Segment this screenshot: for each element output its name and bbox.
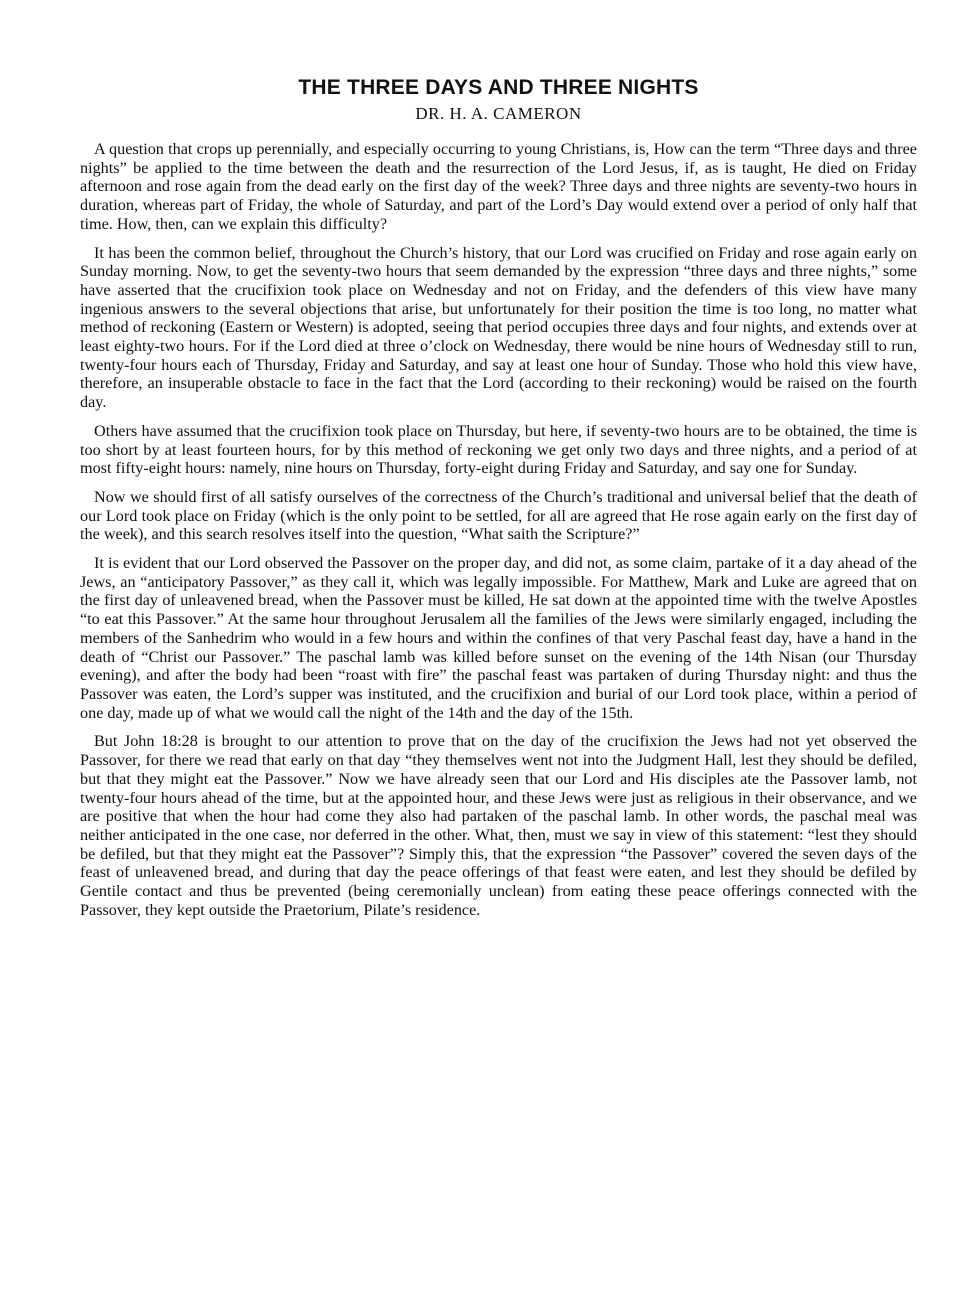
paragraph-4: Now we should first of all satisfy ourselves of the correctness of the Church’s traditional and universal belief that the death of our Lord took place on Friday (which is the only point to be settled, for all are agreed that He rose again early on the first day of the week), and this search resolves itself into the question, “What saith the Scripture?” — [80, 487, 917, 544]
paragraph-5: It is evident that our Lord observed the Passover on the proper day, and did not, as some claim, partake of it a day ahead of the Jews, an “anticipatory Passover,” as they call it, which was legally impossible. For Matthew, Mark and Luke are agreed that on the first day of unleavened bread, when the Passover must be killed, He sat down at the appointed time with the twelve Apostles “to eat this Passover.” At the same hour throughout Jerusalem all the families of the Jews were similarly engaged, including the members of the Sanhedrim who would in a few hours and within the confines of that very Paschal feast day, have a hand in the death of “Christ our Passover.” The paschal lamb was killed before sunset on the evening of the 14th Nisan (our Thursday evening), and after the body had been “roast with fire” the paschal feast was partaken of during Thursday night: and thus the Passover was eaten, the Lord’s supper was instituted, and the crucifixion and burial of our Lord took place, within a period of one day, made up of what we would call the night of the 14th and the day of the 15th. — [80, 554, 917, 722]
article-title: THE THREE DAYS AND THREE NIGHTS — [298, 76, 699, 99]
article-author: DR. H. A. CAMERON — [415, 104, 582, 123]
paragraph-6: But John 18:28 is brought to our attention to prove that on the day of the crucifixion the Jews had not yet observed the Passover, for there we read that early on that day “they themselves went not into the Judgment Hall, lest they should be defiled, but that they might eat the Passover.” Now we have already seen that our Lord and His disciples ate the Passover lamb, not twenty-four hours ahead of the time, but at the appointed hour, and these Jews were just as religious in their observance, and we are positive that when the hour had come they also had partaken of the paschal lamb. In other words, the paschal meal was neither anticipated in the one case, nor deferred in the other. What, then, must we say in view of this statement: “lest they should be defiled, but that they might eat the Passover”? Simply this, that the expression “the Passover” covered the seven days of the feast of unleavened bread, and during that day the peace offerings of that feast were eaten, and lest they should be defiled by Gentile contact and thus be prevented (being ceremonially unclean) from eating these peace offerings connected with the Passover, they kept outside the Praetorium, Pilate’s residence. — [80, 732, 917, 919]
paragraph-3: Others have assumed that the crucifixion took place on Thursday, but here, if seventy-two hours are to be obtained, the time is too short by at least fourteen hours, for by this method of reckoning we get only two days and three nights, and a period of at most fifty-eight hours: namely, nine hours on Thursday, forty-eight during Friday and Saturday, and say one for Sunday. — [80, 421, 917, 478]
document-page — [80, 70, 917, 929]
paragraph-2: It has been the common belief, throughout the Church’s history, that our Lord was crucified on Friday and rose again early on Sunday morning. Now, to get the seventy-two hours that seem demanded by the expression “three days and three nights,” some have asserted that the crucifixion took place on Wednesday and not on Friday, and the defenders of this view have many ingenious answers to the several objections that arise, but unfortunately for their position the time is too long, no matter what method of reckoning (Eastern or Western) is adopted, seeing that period occupies three days and four nights, and extends over at least eighty-two hours. For if the Lord died at three o’clock on Wednesday, there would be nine hours of Wednesday still to run, twenty-four hours each of Thursday, Friday and Saturday, and say at least one hour of Sunday. Those who hold this view have, therefore, an insuperable obstacle to face in the fact that the Lord (according to their reckoning) would be raised on the fourth day. — [80, 243, 917, 412]
paragraph-1: A question that crops up perennially, and especially occurring to young Christians, is, How can the term “Three days and three nights” be applied to the time between the death and the resurrection of the Lord Jesus, if, as is taught, He died on Friday afternoon and rose again from the dead early on the first day of the week? Three days and three nights are seventy-two hours in duration, whereas part of Friday, the whole of Saturday, and part of the Lord’s Day would extend over a period of only half that time. How, then, can we explain this difficulty? — [80, 140, 917, 233]
